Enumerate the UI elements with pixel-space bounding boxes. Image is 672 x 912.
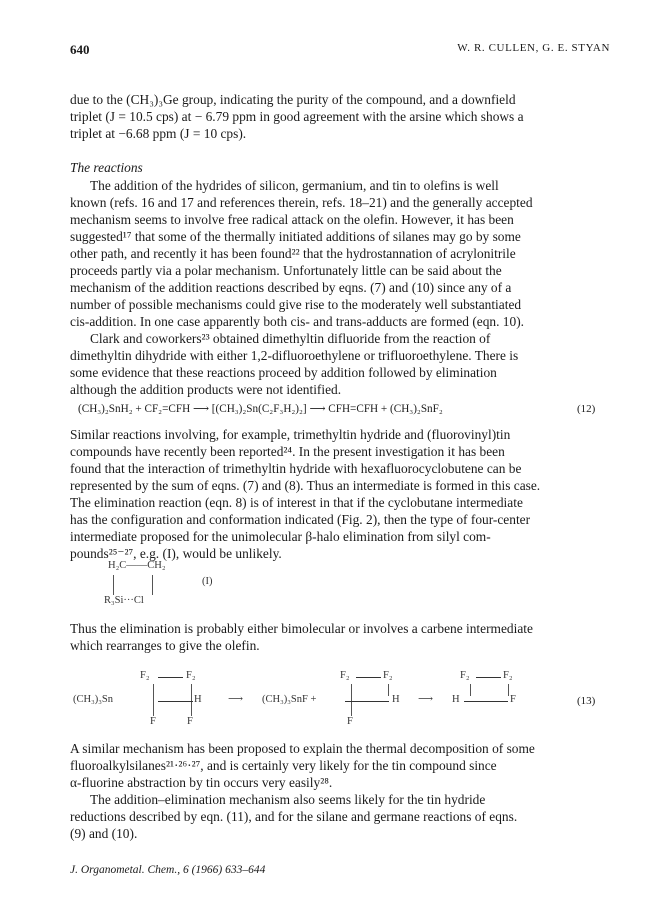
text-line: (9) and (10). — [70, 826, 138, 841]
text-line: Thus the elimination is probably either bimolecular or involves a carbene intermediate — [70, 621, 533, 636]
bond-line — [113, 575, 114, 595]
structure-label: (I) — [202, 576, 213, 587]
bond-line — [153, 684, 154, 716]
equation-12: (CH₃)₂SnH₂ + CF₂=CFH ⟶ [(CH₃)₂Sn(C₂F₃H₂)₂] ⟶ CFH=CFH + (CH₃)₂SnF₂ — [78, 403, 443, 415]
equation-number: (12) — [577, 403, 596, 415]
bond-line — [158, 701, 193, 702]
bond-line — [464, 701, 508, 702]
atom-label: F₂ — [340, 670, 350, 681]
text-line: Similar reactions involving, for example, trimethyltin hydride and (fluorovinyl)tin — [70, 427, 511, 442]
text-line: α-fluorine abstraction by tin occurs very easily²⁸. — [70, 775, 333, 790]
atom-label: F₂ — [460, 670, 470, 681]
text-line: suggested¹⁷ that some of the thermally initiated additions of silanes may go by some — [70, 229, 521, 244]
bond-line — [388, 684, 389, 696]
text-line: The addition–elimination mechanism also seems likely for the tin hydride — [90, 792, 486, 807]
text-line: which rearranges to give the olefin. — [70, 638, 260, 653]
text-line: reductions described by eqn. (11), and for the silane and germane reactions of eqns. — [70, 809, 518, 824]
bond-line — [351, 684, 352, 716]
bond-line — [152, 575, 153, 595]
atom-label: F — [347, 716, 353, 727]
bond-line — [191, 684, 192, 716]
reaction-arrow: ⟶ — [418, 694, 434, 705]
text-line: intermediate proposed for the unimolecular β-halo elimination from silyl com- — [70, 529, 491, 544]
equation-number: (13) — [577, 695, 596, 707]
text-line: although the addition products were not identified. — [70, 382, 342, 397]
atom-label: H — [392, 694, 400, 705]
atom-label: H — [452, 694, 460, 705]
text-line: proceeds partly via a polar mechanism. Unfortunately little can be said about the — [70, 263, 502, 278]
text-line: some evidence that these reactions proceed by addition followed by elimination — [70, 365, 497, 380]
structure-top: H₂C——CH₂ — [108, 560, 166, 571]
atom-label: F₂ — [186, 670, 196, 681]
atom-label: F₂ — [503, 670, 513, 681]
atom-label: F — [510, 694, 516, 705]
paragraph-fluoroalkylsilanes — [70, 740, 602, 842]
text-line: pounds²⁵⁻²⁷, e.g. (I), would be unlikely. — [70, 546, 282, 561]
bond-line — [476, 677, 501, 678]
text-line: triplet at −6.68 ppm (J = 10 cps). — [70, 126, 247, 141]
text-line: compounds have recently been reported²⁴. In the present investigation it has been — [70, 444, 505, 459]
bond-line — [508, 684, 509, 696]
text-line: triplet (J = 10.5 cps) at − 6.79 ppm in good agreement with the arsine which shows a — [70, 109, 524, 124]
running-header — [70, 42, 610, 62]
paragraph-trimethyltin — [70, 426, 602, 562]
text-line: mechanism seems to involve free radical attack on the olefin. However, it has been — [70, 212, 514, 227]
text-line: The addition of the hydrides of silicon, germanium, and tin to olefins is well — [90, 178, 499, 193]
text-line: has the configuration and conformation indicated (Fig. 2), then the type of four-center — [70, 512, 531, 527]
text-line: dimethyltin dihydride with either 1,2-difluoroethylene or trifluoroethylene. There is — [70, 348, 519, 363]
text-line: known (refs. 16 and 17 and references therein, refs. 18–21) and the generally accepted — [70, 195, 533, 210]
text-line: fluoroalkylsilanes²¹·²⁶·²⁷, and is certainly very likely for the tin compound since — [70, 758, 497, 773]
text-line: other path, and recently it has been found²² that the hydrostannation of acrylonitrile — [70, 246, 516, 261]
page-number: 640 — [70, 42, 90, 57]
paragraph-arsine-triplet — [70, 91, 602, 142]
atom-label: F — [150, 716, 156, 727]
text-line: The elimination reaction (eqn. 8) is of interest in that if the cyclobutane intermediate — [70, 495, 523, 510]
running-authors: W. R. CULLEN, G. E. STYAN — [457, 42, 610, 54]
journal-citation-footer: J. Organometal. Chem., 6 (1966) 633–644 — [70, 864, 266, 876]
text-line: due to the (CH₃)₃Ge group, indicating the purity of the compound, and a downfield — [70, 92, 516, 107]
text-line: represented by the sum of eqns. (7) and (8). Thus an intermediate is formed in this case. — [70, 478, 541, 493]
text-line: A similar mechanism has been proposed to explain the thermal decomposition of some — [70, 741, 535, 756]
bond-line — [470, 684, 471, 696]
section-heading: The reactions — [70, 160, 143, 175]
bond-line — [345, 701, 389, 702]
bond-line — [158, 677, 183, 678]
bond-line — [356, 677, 381, 678]
paragraph-clark — [70, 330, 602, 398]
atom-label: F₂ — [140, 670, 150, 681]
atom-label: (CH₃)₃SnF + — [262, 694, 317, 705]
atom-label: F₂ — [383, 670, 393, 681]
paragraph-carbene — [70, 620, 602, 654]
reaction-arrow: ⟶ — [228, 694, 244, 705]
text-line: cis-addition. In one case apparently both cis- and trans-adducts are formed (eqn. 10). — [70, 314, 524, 329]
atom-label: F — [187, 716, 193, 727]
text-line: Clark and coworkers²³ obtained dimethyltin difluoride from the reaction of — [90, 331, 491, 346]
paragraph-hydride-addition — [70, 177, 602, 330]
text-line: found that the interaction of trimethyltin hydride with hexafluorocyclobutene can be — [70, 461, 522, 476]
text-line: mechanism of the addition reactions described by eqns. (7) and (10) since any of a — [70, 280, 512, 295]
atom-label: (CH₃)₃Sn — [73, 694, 113, 705]
text-line: number of possible mechanisms could give rise to the moderately well substantiated — [70, 297, 522, 312]
atom-label: H — [194, 694, 202, 705]
structure-bottom: R₃Si···Cl — [104, 595, 144, 606]
